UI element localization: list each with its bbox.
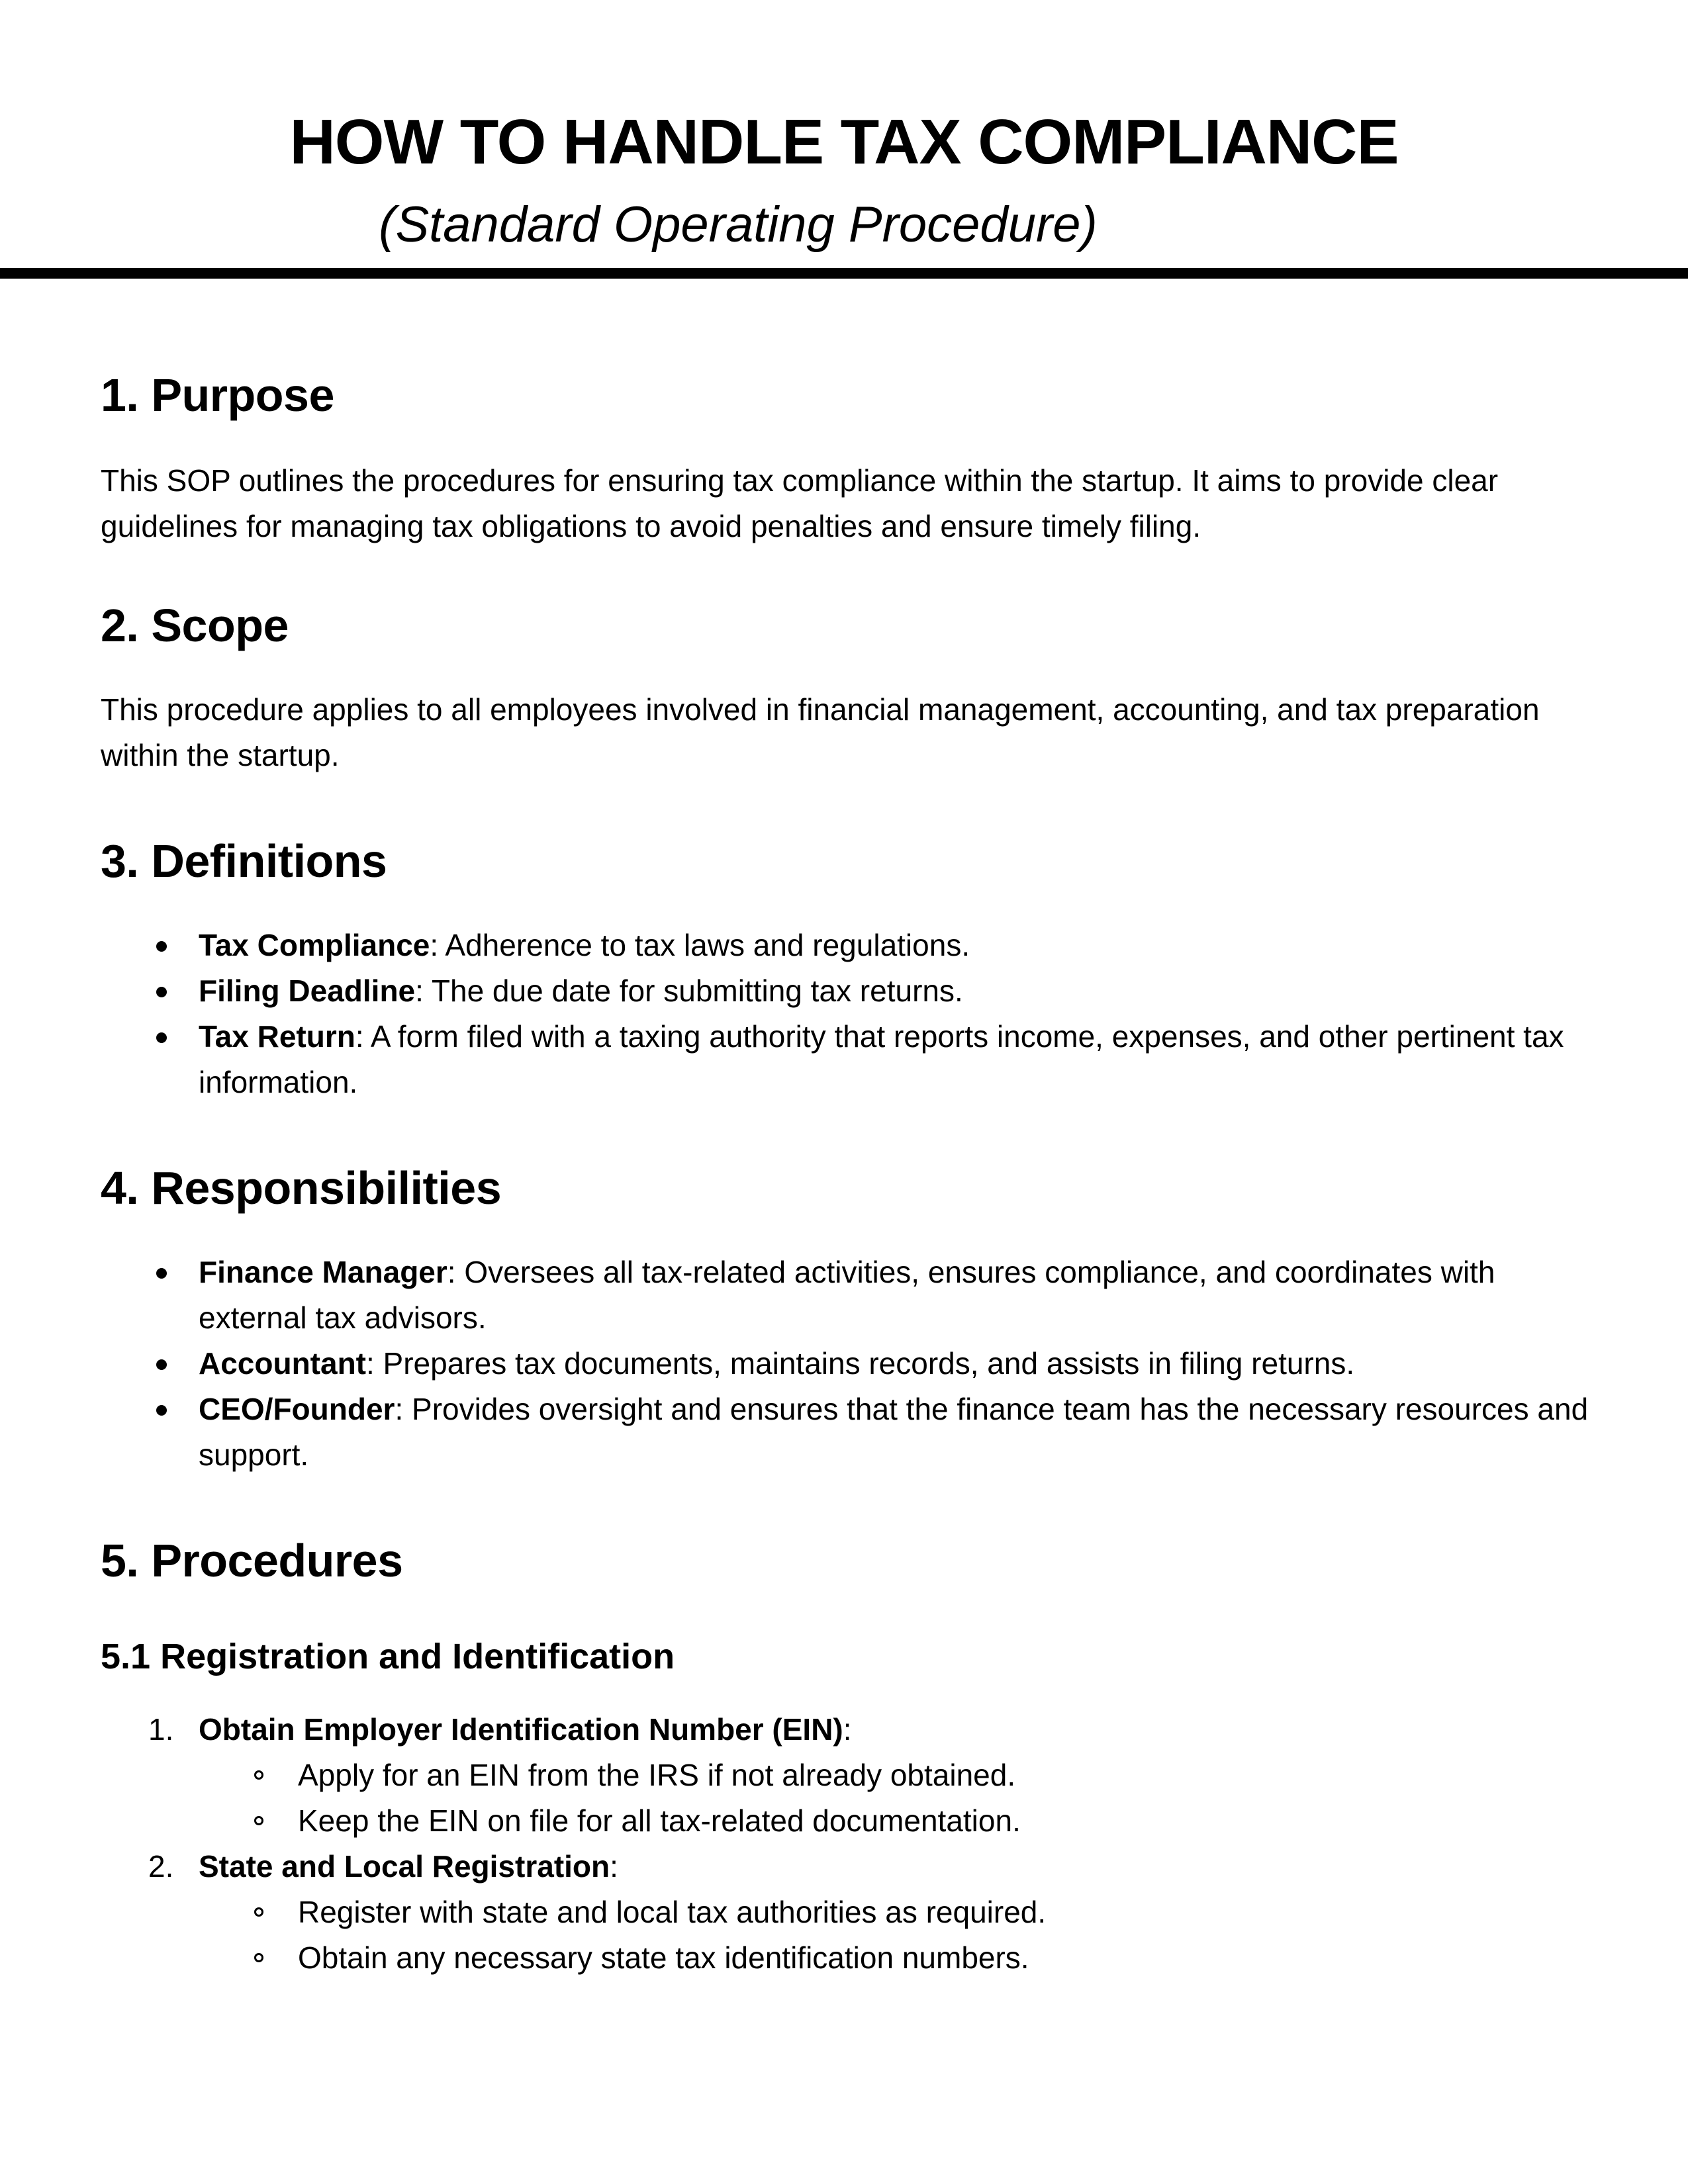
step-title: State and Local Registration — [199, 1849, 610, 1884]
hollow-bullet-icon — [254, 1816, 263, 1825]
step-title: Obtain Employer Identification Number (EIN) — [199, 1712, 843, 1747]
section-heading: 4. Responsibilities — [101, 1162, 502, 1214]
list-item — [101, 923, 1597, 968]
header-divider — [0, 268, 1688, 279]
list-item — [101, 1387, 1597, 1478]
step-number: 2. — [148, 1849, 174, 1884]
subitem-text: Keep the EIN on file for all tax-related documentation. — [298, 1803, 1021, 1838]
hollow-bullet-icon — [254, 1770, 263, 1780]
section-heading: 3. Definitions — [101, 835, 387, 887]
step-suffix: : — [843, 1712, 852, 1747]
section-heading: 1. Purpose — [101, 369, 334, 421]
list-item — [101, 1014, 1597, 1105]
document-header — [0, 0, 1688, 281]
bullet-icon — [156, 1359, 167, 1370]
subitem-text: Apply for an EIN from the IRS if not already obtained. — [298, 1758, 1016, 1792]
list-item — [101, 968, 1597, 1014]
section-definitions — [101, 825, 1597, 1105]
list-item — [199, 1889, 1597, 1935]
list-item — [101, 1341, 1597, 1387]
role-text: : Prepares tax documents, maintains records, and assists in filing returns. — [366, 1346, 1355, 1381]
section-responsibilities — [101, 1152, 1597, 1478]
hollow-bullet-icon — [254, 1907, 263, 1917]
role-term: Finance Manager — [199, 1255, 447, 1289]
subitem-text: Register with state and local tax authorities as required. — [298, 1895, 1047, 1929]
step-subitems — [199, 1752, 1597, 1844]
bullet-icon — [156, 941, 167, 952]
role-term: Accountant — [199, 1346, 366, 1381]
document-subtitle: (Standard Operating Procedure) — [379, 197, 1098, 253]
section-heading: 5. Procedures — [101, 1535, 403, 1586]
role-text: : Provides oversight and ensures that the finance team has the necessary resources and support. — [199, 1392, 1589, 1472]
procedure-step — [101, 1844, 1597, 1981]
section-purpose — [101, 359, 1597, 549]
procedure-step — [101, 1707, 1597, 1844]
definition-text: : Adherence to tax laws and regulations. — [430, 928, 970, 962]
section-heading: 2. Scope — [101, 600, 289, 651]
definition-term: Tax Compliance — [199, 928, 430, 962]
hollow-bullet-icon — [254, 1953, 263, 1962]
definition-term: Tax Return — [199, 1019, 355, 1054]
bullet-icon — [156, 1268, 167, 1279]
step-subitems — [199, 1889, 1597, 1981]
step-number: 1. — [148, 1712, 174, 1747]
responsibilities-list — [101, 1250, 1597, 1478]
definition-text: : The due date for submitting tax returns. — [415, 974, 963, 1008]
document-body — [101, 344, 1597, 1981]
bullet-icon — [156, 1405, 167, 1416]
step-suffix: : — [610, 1849, 618, 1884]
bullet-icon — [156, 987, 167, 997]
definition-text: : A form filed with a taxing authority that reports income, expenses, and other pertinent tax information. — [199, 1019, 1564, 1099]
definitions-list — [101, 923, 1597, 1105]
procedure-steps — [101, 1707, 1597, 1981]
role-text: : Oversees all tax-related activities, ensures compliance, and coordinates with external tax advisors. — [199, 1255, 1495, 1335]
section-paragraph: This procedure applies to all employees involved in financial management, accounting, and tax preparation within the startup. — [101, 692, 1540, 772]
section-scope — [101, 589, 1597, 778]
role-term: CEO/Founder — [199, 1392, 395, 1426]
bullet-icon — [156, 1032, 167, 1043]
list-item — [199, 1752, 1597, 1798]
list-item — [199, 1798, 1597, 1844]
list-item — [199, 1935, 1597, 1981]
subitem-text: Obtain any necessary state tax identification numbers. — [298, 1940, 1029, 1975]
document-title: HOW TO HANDLE TAX COMPLIANCE — [289, 107, 1399, 177]
section-procedures — [101, 1524, 1597, 1981]
section-paragraph: This SOP outlines the procedures for ensuring tax compliance within the startup. It aims to provide clear guidelines for managing tax obligations to avoid penalties and ensure timely filing. — [101, 463, 1499, 543]
definition-term: Filing Deadline — [199, 974, 416, 1008]
subsection-heading: 5.1 Registration and Identification — [101, 1637, 675, 1676]
list-item — [101, 1250, 1597, 1341]
